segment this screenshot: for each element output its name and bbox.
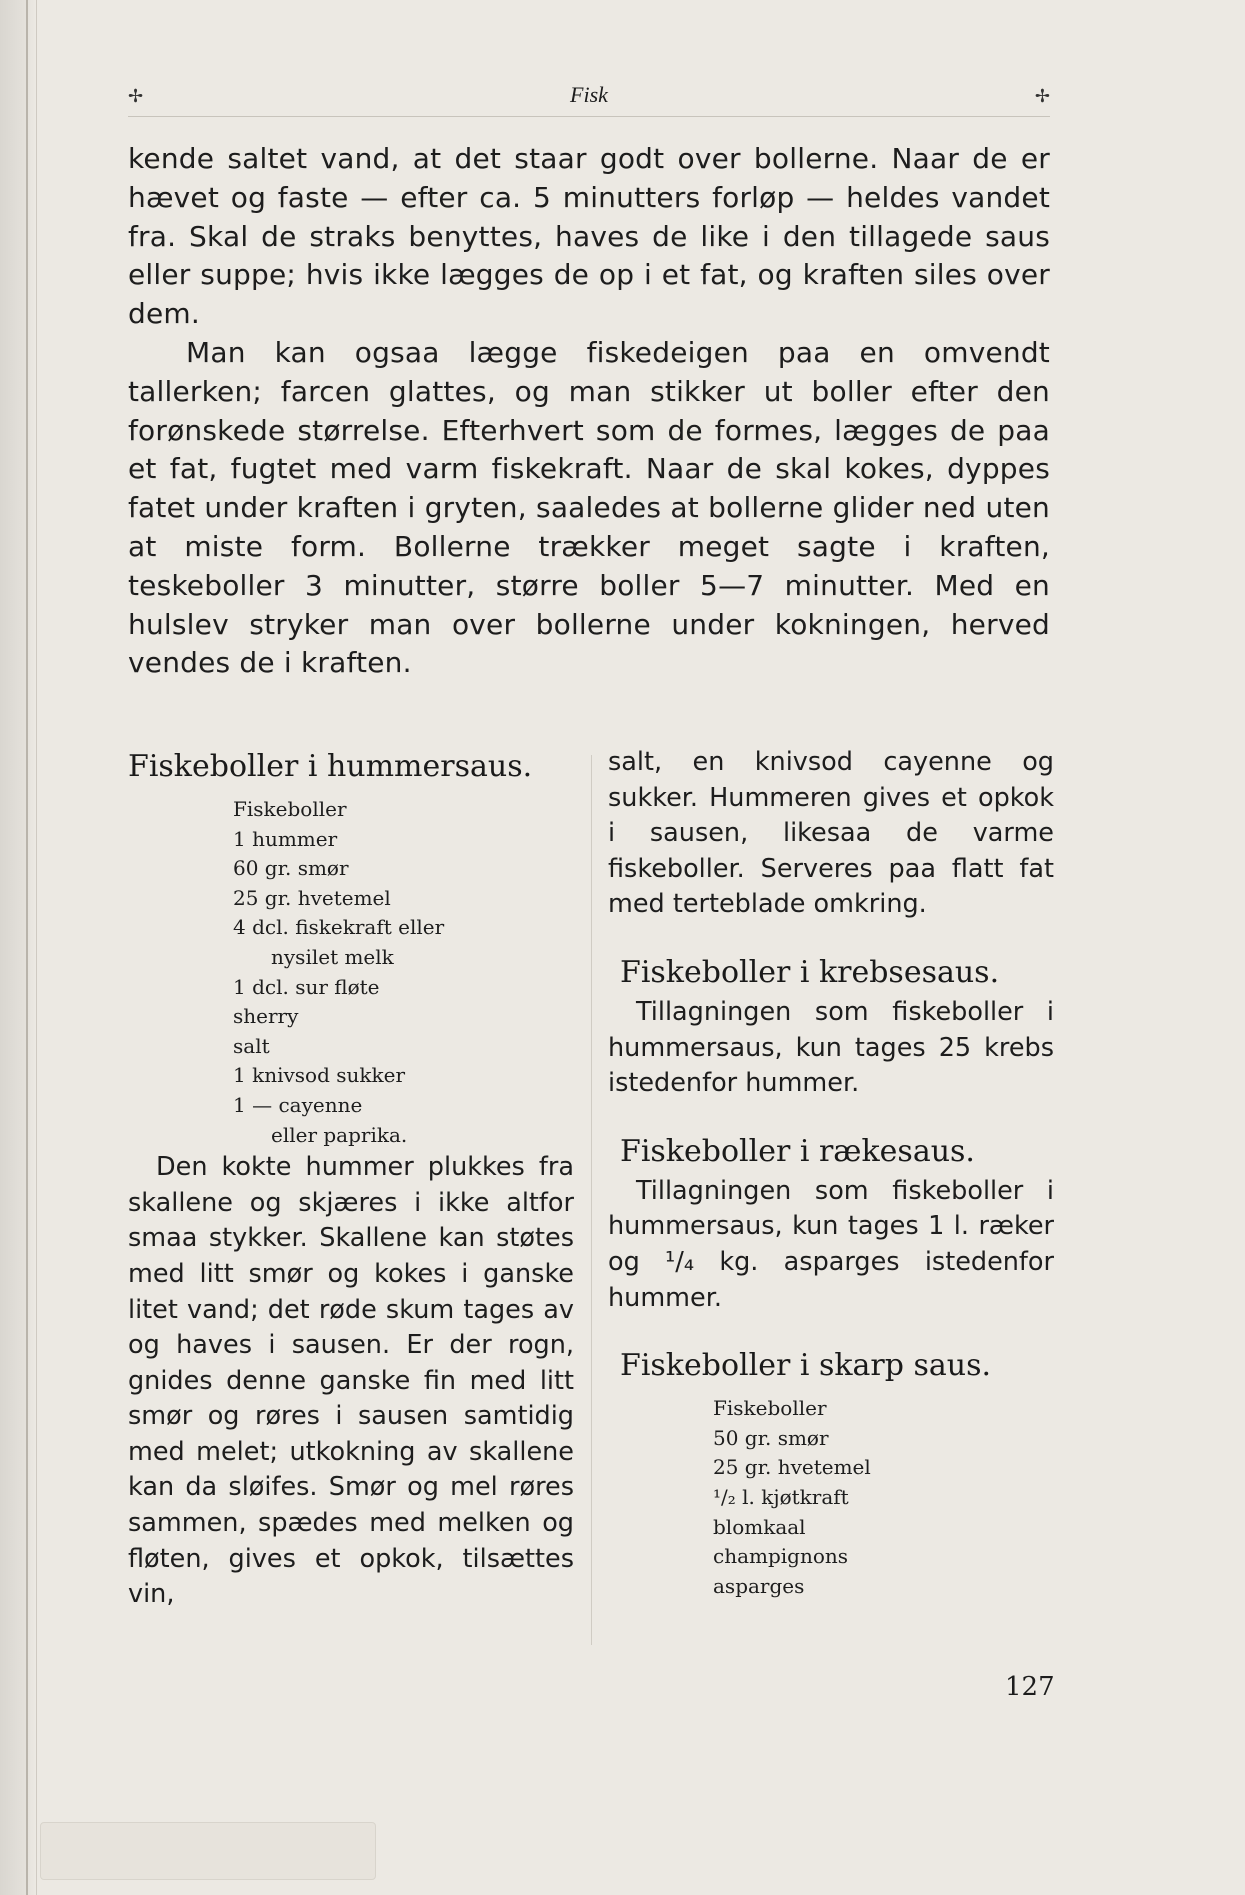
recipe-title-hummersaus: Fiskeboller i hummersaus. xyxy=(128,749,533,784)
ingredient-item: blomkaal xyxy=(713,1514,806,1539)
recipe-raekesaus xyxy=(608,1130,1054,1316)
ingredient-item: Fiskeboller xyxy=(713,1396,827,1421)
recipe-title-skarp-saus: Fiskeboller i skarp saus. xyxy=(620,1348,992,1384)
ingredient-item: eller paprika. xyxy=(271,1122,408,1147)
ingredient-item: 25 gr. hvetemel xyxy=(713,1455,871,1480)
ingredient-item: 4 dcl. fiskekraft eller xyxy=(233,915,445,940)
right-column xyxy=(608,745,1054,1601)
spine-edge-line xyxy=(26,0,28,1895)
ingredient-item: 1 — cayenne xyxy=(233,1092,363,1117)
ornament-right-icon: ✢ xyxy=(1034,86,1050,107)
intro-text xyxy=(128,140,1050,683)
running-header xyxy=(128,82,1050,117)
recipe-body-hummersaus-continued: salt, en knivsod cayenne og sukker. Hummeren gives et opkok i sausen, likesaa de varme fiskeboller. Serveres paa flatt fat med terteblade omkring. xyxy=(608,747,1054,920)
ornament-left-icon: ✢ xyxy=(128,86,144,107)
left-column xyxy=(128,745,574,1613)
recipe-title-raekesaus: Fiskeboller i rækesaus. xyxy=(620,1133,975,1169)
ingredient-list-skarp-saus xyxy=(608,1394,1054,1601)
ingredient-item: 60 gr. smør xyxy=(233,856,349,881)
ingredient-item: 1 knivsod sukker xyxy=(233,1063,406,1088)
book-spine xyxy=(0,0,37,1895)
ingredient-item: 25 gr. hvetemel xyxy=(233,885,391,910)
ingredient-item: asparges xyxy=(713,1573,805,1598)
recipe-body-krebsesaus: Tillagningen som fiskeboller i hummersaus, kun tages 25 krebs istedenfor hummer. xyxy=(608,996,1054,1099)
page-smudge xyxy=(40,1822,376,1880)
ingredient-item: sherry xyxy=(233,1004,299,1029)
recipe-title-krebsesaus: Fiskeboller i krebsesaus. xyxy=(620,954,1000,990)
ingredient-item: nysilet melk xyxy=(271,944,394,969)
column-divider xyxy=(591,755,592,1645)
ingredient-item: Fiskeboller xyxy=(233,797,347,821)
recipe-skarp-saus xyxy=(608,1344,1054,1601)
ingredient-item: ¹/₂ l. kjøtkraft xyxy=(713,1484,849,1509)
recipe-body-hummersaus: Den kokte hummer plukkes fra skallene og skjæres i ikke altfor smaa stykker. Skallene kan støtes med litt smør og kokes i ganske litet vand; det røde skum tages av og haves i sausen. Er der rogn, gnides denne ganske fin med litt smør og røres i sausen samtidig med melet; utkokning av skallene kan da sløifes. Smør og mel røres sammen, spædes med melken og fløten, gives et opkok, tilsættes vin, xyxy=(128,1152,574,1610)
ingredient-item: salt xyxy=(233,1033,270,1058)
header-title: Fisk xyxy=(570,82,608,107)
ingredient-list-hummersaus xyxy=(128,795,574,1150)
page-number: 127 xyxy=(1005,1672,1055,1702)
ingredient-item: 1 dcl. sur fløte xyxy=(233,974,380,999)
recipe-body-raekesaus: Tillagningen som fiskeboller i hummersaus, kun tages 1 l. ræker og ¹/₄ kg. asparges istedenfor hummer. xyxy=(608,1175,1054,1313)
ingredient-item: 1 hummer xyxy=(233,826,338,851)
ingredient-item: 50 gr. smør xyxy=(713,1425,829,1450)
intro-paragraph-1: kende saltet vand, at det staar godt over bollerne. Naar de er hævet og faste — efter ca. 5 minutters forløp — heldes vandet fra. Skal de straks benyttes, haves de like i den tillagede saus eller suppe; hvis ikke lægges de op i et fat, og kraften siles over dem. xyxy=(128,142,1050,331)
intro-paragraph-2: Man kan ogsaa lægge fiskedeigen paa en omvendt tallerken; farcen glattes, og man stikker ut boller efter den forønskede størrelse. Efterhvert som de formes, lægges de paa et fat, fugtet med varm fiskekraft. Naar de skal kokes, dyppes fatet under kraften i gryten, saaledes at bollerne glider ned uten at miste form. Bollerne trækker meget sagte i kraften, teskeboller 3 minutter, større boller 5—7 minutter. Med en hulslev stryker man over bollerne under kokningen, herved vendes de i kraften. xyxy=(128,335,1050,680)
recipe-krebsesaus xyxy=(608,951,1054,1102)
ingredient-item: champignons xyxy=(713,1544,849,1569)
